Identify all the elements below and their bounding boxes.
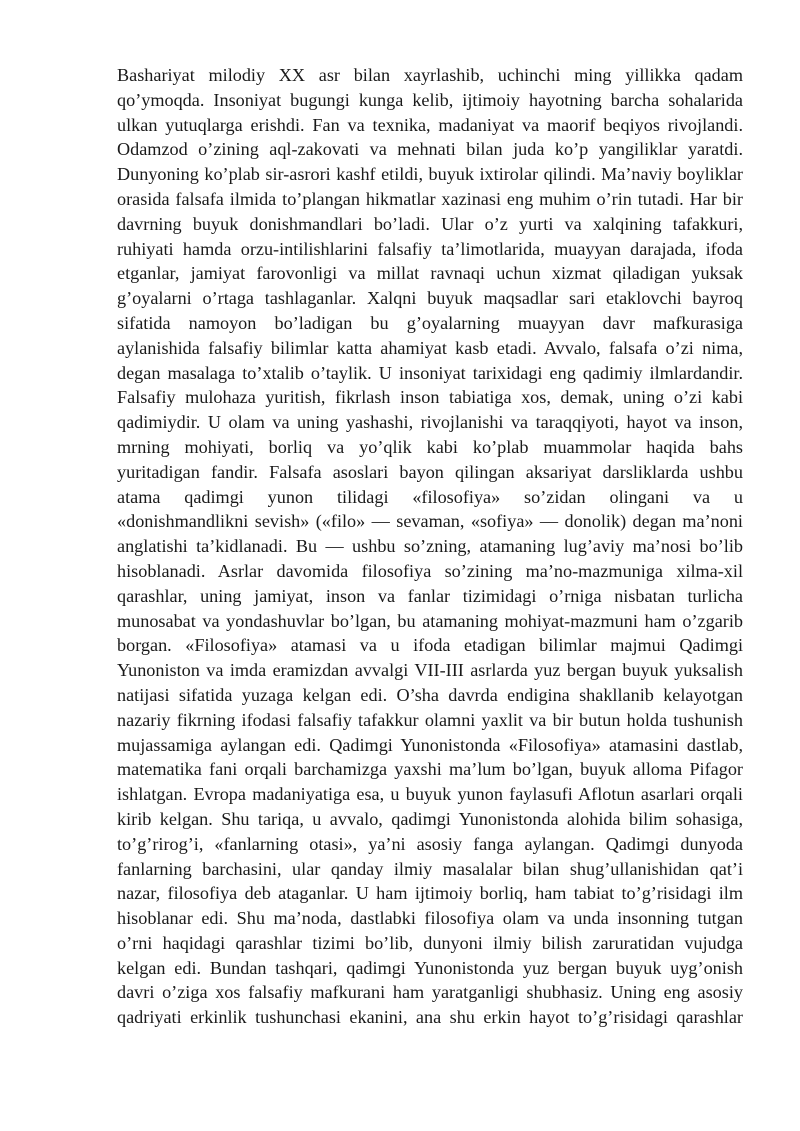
- text-line: to’g’rirog’i, «fanlarning otasi», ya’ni asosiy fanga aylangan. Qadimgi dunyoda: [117, 833, 743, 854]
- text-line: fanlarning barchasini, ular qanday ilmiy masalalar bilan shug’ullanishidan qat’i: [117, 858, 743, 879]
- text-line: qarashlar, uning jamiyat, inson va fanlar tizimidagi o’rniga nisbatan turlicha: [117, 585, 743, 606]
- text-line: Yunoniston va imda eramizdan avvalgi VII-III asrlarda yuz bergan buyuk yuksalish: [117, 660, 743, 681]
- text-line: Falsafiy mulohaza yuritish, fikrlash inson tabiatiga xos, demak, uning o’zi kabi: [117, 387, 743, 408]
- text-line: Dunyoning ko’plab sir-asrori kashf etildi, buyuk ixtirolar qilindi. Ma’naviy boyliklar: [117, 164, 743, 185]
- text-line: qadriyati erkinlik tushunchasi ekanini, ana shu erkin hayot to’g’risidagi qarashlar: [117, 1007, 743, 1028]
- text-line: hisoblanar edi. Shu ma’noda, dastlabki filosofiya olam va unda insonning tutgan: [117, 908, 743, 929]
- text-line: aylanishida falsafiy bilimlar katta ahamiyat kasb etadi. Avvalo, falsafa o’zi nima,: [117, 337, 743, 358]
- text-line: hisoblanadi. Asrlar davomida filosofiya so’zining ma’no-mazmuniga xilma-xil: [117, 560, 743, 581]
- text-line: etganlar, jamiyat farovonligi va millat ravnaqi uchun xizmat qiladigan yuksak: [117, 263, 743, 284]
- text-line: ulkan yutuqlarga erishdi. Fan va texnika, madaniyat va maorif beqiyos rivojlandi.: [117, 114, 743, 135]
- text-line: degan masalaga to’xtalib o’taylik. U insoniyat tarixidagi eng qadimiy ilmlardandir.: [117, 362, 743, 383]
- text-line: natijasi sifatida yuzaga kelgan edi. O’sha davrda endigina shakllanib kelayotgan: [117, 684, 743, 705]
- text-line: qadimiydir. U olam va uning yashashi, rivojlanishi va taraqqiyoti, hayot va inson,: [117, 412, 743, 433]
- text-line: sifatida namoyon bo’ladigan bu g’oyalarning muayyan davr mafkurasiga: [117, 312, 743, 333]
- text-line: anglatishi ta’kidlanadi. Bu — ushbu so’zning, atamaning lug’aviy ma’nosi bo’lib: [117, 536, 743, 557]
- text-line: kelgan edi. Bundan tashqari, qadimgi Yunonistonda yuz bergan buyuk uyg’onish: [117, 957, 743, 978]
- text-line: nazariy fikrning ifodasi falsafiy tafakkur olamni yaxlit va bir butun holda tushunish: [117, 709, 743, 730]
- text-line: nazar, filosofiya deb ataganlar. U ham ijtimoiy borliq, ham tabiat to’g’risidagi ilm: [117, 883, 743, 904]
- text-line: davrning buyuk donishmandlari bo’ladi. Ular o’z yurti va xalqining tafakkuri,: [117, 213, 743, 234]
- text-line: Odamzod o’zining aql-zakovati va mehnati bilan juda ko’p yangiliklar yaratdi.: [117, 139, 743, 160]
- text-line: mrning mohiyati, borliq va yo’qlik kabi ko’plab muammolar haqida bahs: [117, 436, 743, 457]
- text-line: ruhiyati hamda orzu-intilishlarini falsafiy ta’limotlarida, muayyan darajada, ifoda: [117, 238, 743, 259]
- text-line: borgan. «Filosofiya» atamasi va u ifoda etadigan bilimlar majmui Qadimgi: [117, 635, 743, 656]
- text-line: kirib kelgan. Shu tariqa, u avvalo, qadimgi Yunonistonda alohida bilim sohasiga,: [117, 808, 743, 829]
- body-text: [117, 63, 743, 1030]
- text-line: davri o’ziga xos falsafiy mafkurani ham yaratganligi shubhasiz. Uning eng asosiy: [117, 982, 743, 1003]
- text-line: orasida falsafa ilmida to’plangan hikmatlar xazinasi eng muhim o’rin tutadi. Har bir: [117, 188, 743, 209]
- text-line: yuritadigan fandir. Falsafa asoslari bayon qilingan aksariyat darsliklarda ushbu: [117, 461, 743, 482]
- text-line: ishlatgan. Evropa madaniyatiga esa, u buyuk yunon faylasufi Aflotun asarlari orqali: [117, 784, 743, 805]
- text-line: munosabat va yondashuvlar bo’lgan, bu atamaning mohiyat-mazmuni ham o’zgarib: [117, 610, 743, 631]
- text-line: «donishmandlikni sevish» («filo» — sevaman, «sofiya» — donolik) degan ma’noni: [117, 511, 743, 532]
- text-line: g’oyalarni o’rtaga tashlaganlar. Xalqni buyuk maqsadlar sari etaklovchi bayroq: [117, 288, 743, 309]
- text-line: matematika fani orqali barchamizga yaxshi ma’lum bo’lgan, buyuk alloma Pifagor: [117, 759, 743, 780]
- text-line: o’rni haqidagi qarashlar tizimi bo’lib, dunyoni ilmiy bilish zaruratidan vujudga: [117, 932, 743, 953]
- text-line: mujassamiga aylangan edi. Qadimgi Yunonistonda «Filosofiya» atamasini dastlab,: [117, 734, 743, 755]
- text-line: qo’ymoqda. Insoniyat bugungi kunga kelib, ijtimoiy hayotning barcha sohalarida: [117, 89, 743, 110]
- text-line: atama qadimgi yunon tilidagi «filosofiya» so’zidan olingani va u: [117, 486, 743, 507]
- text-line: Bashariyat milodiy XX asr bilan xayrlashib, uchinchi ming yillikka qadam: [117, 65, 743, 85]
